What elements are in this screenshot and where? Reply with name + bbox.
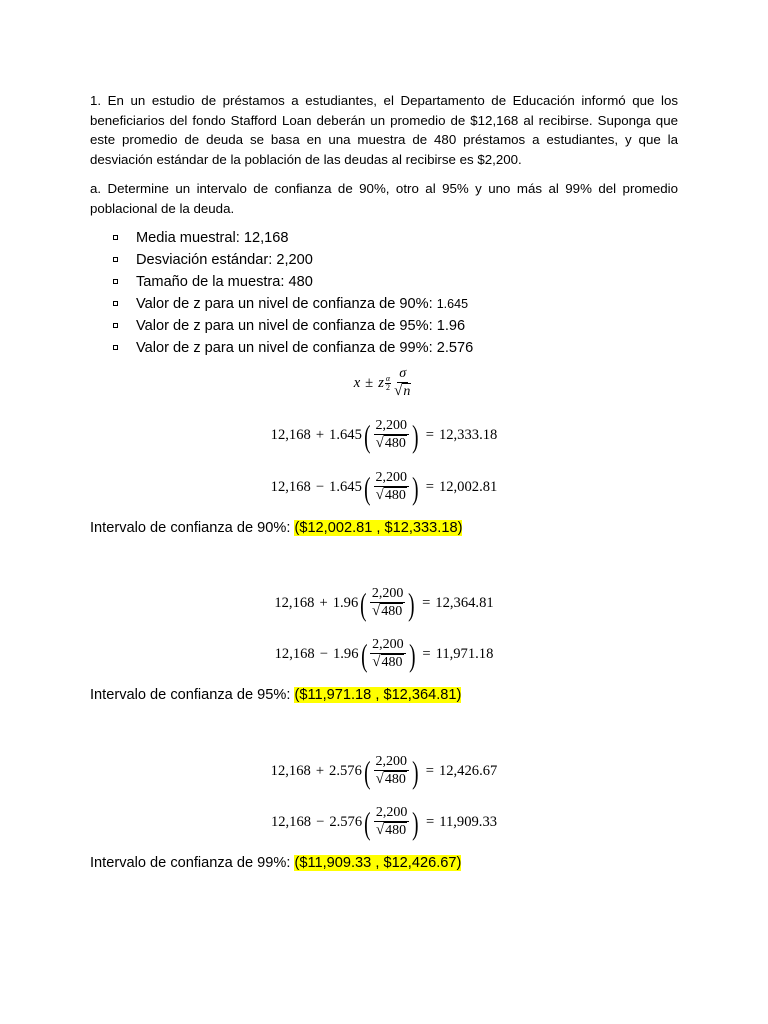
left-paren: (	[364, 417, 371, 454]
eq-n: 480	[384, 488, 406, 503]
eq-result: 11,971.18	[435, 646, 494, 662]
bullet-value: 480	[288, 274, 313, 290]
eq-z-value: 1.96	[332, 646, 359, 662]
eq-z-value: 2.576	[329, 763, 362, 779]
interval-label: Intervalo de confianza de 99%:	[90, 855, 291, 871]
list-item	[112, 227, 473, 249]
formula-sigma-over-root-n: σ √ n	[394, 366, 411, 399]
eq-fraction: 2,200 √ 480	[375, 418, 408, 451]
left-paren: (	[360, 585, 367, 622]
eq-result: 11,909.33	[439, 814, 498, 830]
eq-result: 12,333.18	[438, 427, 498, 443]
eq-sd: 2,200	[375, 470, 408, 485]
square-bullet-icon	[113, 235, 118, 240]
square-bullet-icon	[113, 345, 118, 350]
left-paren: (	[364, 804, 371, 841]
left-paren: (	[364, 469, 371, 506]
eq-z-value: 1.645	[329, 479, 362, 495]
eq-z-value: 1.96	[332, 595, 359, 611]
formula-plus-minus: ±	[365, 375, 374, 391]
eq-operator: −	[319, 646, 328, 662]
eq-sd: 2,200	[371, 586, 404, 601]
square-bullet-icon	[113, 301, 118, 306]
bullet-value: 2,200	[276, 252, 313, 268]
eq-sd: 2,200	[375, 418, 408, 433]
eq-z-value: 1.645	[329, 427, 362, 443]
interval-value-highlighted: ($11,971.18 , $12,364.81)	[294, 687, 462, 703]
eq-mean: 12,168	[270, 814, 312, 830]
bullet-label: Valor de z para un nivel de confianza de 99%:	[136, 340, 433, 356]
bullet-label: Media muestral:	[136, 230, 240, 246]
list-item	[112, 293, 473, 315]
eq-operator: +	[319, 595, 328, 611]
list-item	[112, 337, 473, 359]
list-item	[112, 249, 473, 271]
bullet-label: Desviación estándar:	[136, 252, 273, 268]
left-paren: (	[364, 753, 371, 790]
bullet-value: 12,168	[243, 230, 289, 246]
eq-fraction: 2,200 √ 480	[371, 586, 404, 619]
upper-bound-equation: 12,168 + 2.576 ( 2,200 √ 480 ) = 12,426.67	[270, 753, 498, 790]
eq-mean: 12,168	[270, 427, 311, 443]
right-paren: )	[412, 804, 419, 841]
eq-fraction: 2,200 √ 480	[375, 470, 408, 503]
eq-result: 12,364.81	[435, 595, 494, 611]
formula-z: z	[378, 375, 384, 391]
eq-result: 12,002.81	[438, 479, 498, 495]
eq-n: 480	[384, 772, 406, 787]
eq-mean: 12,168	[270, 763, 311, 779]
question-intro: 1. En un estudio de préstamos a estudiantes, el Departamento de Educación informó que los beneficiarios del fondo Stafford Loan deberán un promedio de $12,168 al recibirse. Suponga que este promedio de deuda se basa en una muestra de 480 préstamos a estudiantes, y que la desviación estándar de la población de las deudas al recibirse es $2,200.	[90, 93, 678, 167]
bullet-label: Valor de z para un nivel de confianza de 90%:	[136, 296, 433, 312]
list-item	[112, 315, 473, 337]
interval-result	[90, 520, 462, 536]
formula-alpha-over-two: α 2	[385, 374, 391, 392]
eq-sd: 2,200	[375, 805, 408, 820]
eq-z-value: 2.576	[329, 814, 363, 830]
lower-bound-equation: 12,168 − 2.576 ( 2,200 √ 480 ) = 11,909.33	[270, 804, 498, 841]
interval-label: Intervalo de confianza de 90%:	[90, 520, 291, 536]
eq-sd: 2,200	[372, 637, 404, 652]
list-item	[112, 271, 473, 293]
left-paren: (	[360, 636, 368, 673]
lower-bound-equation: 12,168 − 1.96 ( 2,200 √ 480 ) = 11,971.18	[274, 636, 494, 673]
formula-x: x	[353, 375, 361, 391]
lower-bound-equation: 12,168 − 1.645 ( 2,200 √ 480 ) = 12,002.81	[270, 469, 498, 506]
eq-n: 480	[384, 436, 406, 451]
bullet-label: Valor de z para un nivel de confianza de 95%:	[136, 318, 433, 334]
interval-result	[90, 687, 461, 703]
eq-fraction: 2,200 √ 480	[375, 805, 408, 838]
eq-operator: −	[316, 814, 325, 830]
eq-mean: 12,168	[270, 479, 311, 495]
bullet-label: Tamaño de la muestra:	[136, 274, 285, 290]
eq-fraction: 2,200 √ 480	[375, 754, 408, 787]
right-paren: )	[408, 585, 415, 622]
square-bullet-icon	[113, 323, 118, 328]
eq-mean: 12,168	[274, 595, 315, 611]
interval-label: Intervalo de confianza de 95%:	[90, 687, 291, 703]
eq-sd: 2,200	[375, 754, 408, 769]
right-paren: )	[412, 417, 419, 454]
upper-bound-equation: 12,168 + 1.96 ( 2,200 √ 480 ) = 12,364.81	[274, 585, 494, 622]
eq-operator: +	[315, 763, 325, 779]
given-values-list	[112, 227, 473, 359]
interval-value-highlighted: ($11,909.33 , $12,426.67)	[294, 855, 462, 871]
eq-fraction: 2,200 √ 480	[372, 637, 404, 670]
eq-result: 12,426.67	[438, 763, 498, 779]
eq-n: 480	[385, 823, 407, 838]
eq-n: 480	[381, 655, 403, 670]
eq-operator: −	[315, 479, 325, 495]
interval-result	[90, 855, 461, 871]
square-bullet-icon	[113, 257, 118, 262]
right-paren: )	[412, 469, 419, 506]
interval-value-highlighted: ($12,002.81 , $12,333.18)	[294, 520, 463, 536]
bullet-value: 1.645	[436, 297, 469, 311]
bullet-value: 2.576	[436, 340, 474, 356]
upper-bound-equation: 12,168 + 1.645 ( 2,200 √ 480 ) = 12,333.18	[270, 417, 498, 454]
confidence-interval-formula	[0, 366, 768, 401]
bullet-value: 1.96	[436, 318, 466, 334]
eq-operator: +	[315, 427, 325, 443]
eq-mean: 12,168	[274, 646, 315, 662]
eq-n: 480	[381, 604, 403, 619]
right-paren: )	[412, 753, 419, 790]
right-paren: )	[408, 636, 416, 673]
question-part-a: a. Determine un intervalo de confianza de 90%, otro al 95% y uno más al 99% del promedio poblacional de la deuda.	[90, 181, 678, 216]
square-bullet-icon	[113, 279, 118, 284]
